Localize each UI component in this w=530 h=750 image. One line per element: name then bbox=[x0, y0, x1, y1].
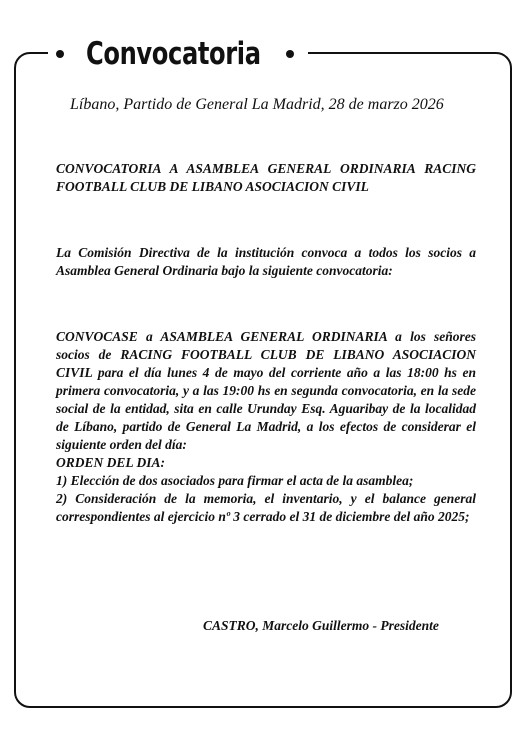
signature: CASTRO, Marcelo Guillermo - Presidente bbox=[203, 618, 439, 633]
bullet-dot-right bbox=[286, 50, 294, 58]
convocation-body bbox=[56, 328, 476, 526]
bullet-dot-left bbox=[56, 50, 64, 58]
place-date: Líbano, Partido de General La Madrid, 28 de marzo 2026 bbox=[70, 96, 444, 113]
agenda-label: ORDEN DEL DIA: bbox=[56, 455, 166, 470]
intro-paragraph: La Comisión Directiva de la institución convoca a todos los socios a Asamblea General Ordinaria bajo la siguiente convocatoria: bbox=[56, 245, 476, 278]
agenda-item-2: 2) Consideración de la memoria, el inventario, y el balance general correspondientes al ejercicio nº 3 cerrado el 31 de diciembre del año 2025; bbox=[56, 491, 476, 524]
body-paragraph: CONVOCASE a ASAMBLEA GENERAL ORDINARIA a los señores socios de RACING FOOTBALL CLUB DE LIBANO ASOCIACION CIVIL para el día lunes 4 de mayo del corriente año a las 18:00 hs en primera convocatoria, y a las 19:00 hs en segunda convocatoria, en la sede social de la entidad, sita en calle Urunday Esq. Aguaribay de la localidad de Líbano, partido de General La Madrid, a los efectos de considerar el siguiente orden del día: bbox=[56, 329, 476, 452]
page-title: Convocatoria bbox=[86, 36, 261, 72]
title-banner bbox=[48, 34, 308, 74]
agenda-item-1: 1) Elección de dos asociados para firmar el acta de la asamblea; bbox=[56, 473, 414, 488]
convocation-heading: CONVOCATORIA A ASAMBLEA GENERAL ORDINARIA RACING FOOTBALL CLUB DE LIBANO ASOCIACION CIVIL bbox=[56, 161, 476, 194]
